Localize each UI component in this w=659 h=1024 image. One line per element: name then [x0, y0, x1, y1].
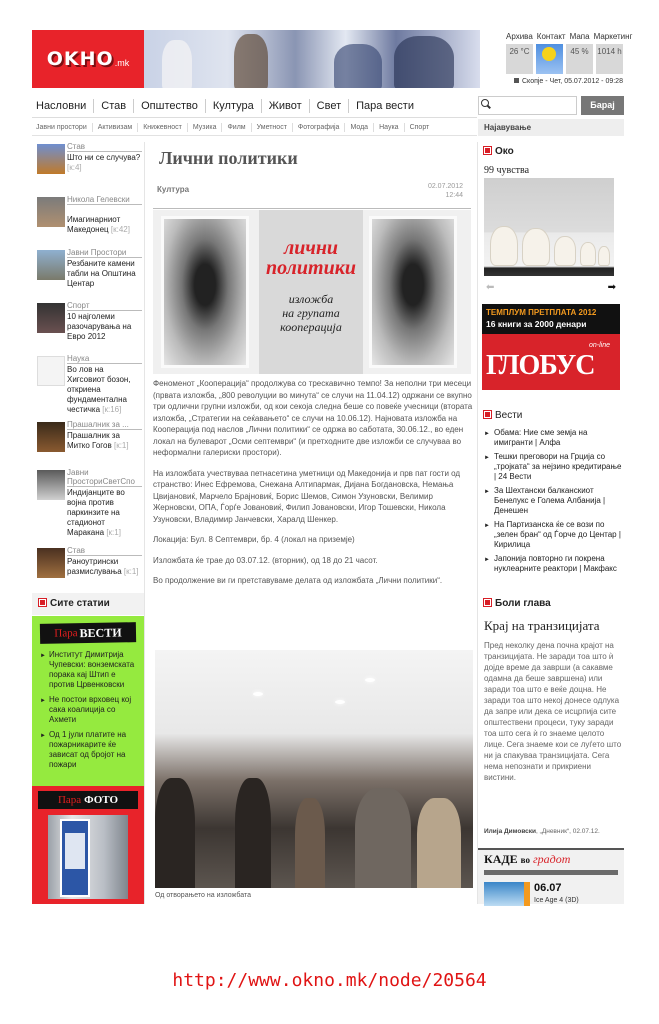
list-item[interactable] [32, 546, 144, 595]
nav-item-culture[interactable]: Култура [206, 99, 262, 113]
para-foto-box[interactable] [32, 786, 144, 904]
nav-item-life[interactable]: Живот [262, 99, 310, 113]
poster-right-panel [369, 216, 457, 368]
boli-glava-text: Пред неколку дена почна крајот на транзицијата. Не заради тоа што ѝ дојде време да заврши (а сакавме одамна да беше завршена) или заради тоа што е веќе доцна. Не заради тоа што некој донесе одлука да запре или дека се исцрпија сите општествени процеси, туку заради тоа што сега ѝ го знаеме целото лице. Сега знаеме кои се луѓето што ни ја спакуваа транзицијата. Сега нема непознати и прикриени вистини. [484, 641, 622, 782]
subnav-item[interactable]: Фотографија [293, 123, 346, 132]
subnav-item[interactable]: Уметност [252, 123, 293, 132]
list-item[interactable] [32, 301, 144, 350]
list-item[interactable] [32, 142, 144, 191]
red-square-icon [484, 411, 491, 418]
author-name: Илија Димовски [484, 828, 537, 835]
poster-center-panel [259, 210, 363, 374]
page-url: http://www.okno.mk/node/20564 [172, 970, 487, 991]
event-title[interactable]: Ice Age 4 (3D) [534, 897, 579, 904]
poster-text: на групата [282, 306, 340, 320]
teaser-title[interactable] [67, 557, 143, 577]
globus-ad[interactable] [482, 334, 620, 390]
logo-suffix: .mk [114, 58, 130, 68]
weather-widget [506, 44, 623, 74]
logo-text: OKHO [46, 48, 114, 70]
boli-glava-heading-label: Боли глава [495, 598, 551, 609]
boli-glava-heading [478, 598, 551, 609]
teaser-title-text[interactable]: Раноутрински размислувања [67, 557, 122, 576]
para-foto-logo-a: Пара [57, 794, 82, 806]
arrow-right-icon[interactable]: ➡ [607, 282, 616, 293]
search-button[interactable]: Барај [581, 96, 624, 115]
teaser-thumbnail[interactable] [37, 470, 65, 500]
templum-ad[interactable] [482, 304, 620, 334]
list-item[interactable]: ► Тешки преговори на Грција со „тројката“ за нејзино кредитирање | 24 Вести [484, 452, 624, 482]
list-item[interactable]: ► Институт Димитрија Чупевски: вонземската порака кај Штип е против Црвенковски [40, 650, 140, 690]
teaser-title[interactable] [67, 259, 143, 289]
red-square-icon [39, 599, 46, 606]
author-source: , „Дневник“, 02.07.12. [536, 828, 600, 835]
poster-text: изложба [288, 292, 334, 306]
list-item[interactable] [32, 468, 144, 542]
teaser-title[interactable] [67, 365, 143, 415]
article-paragraph: Локација: Бул. 8 Септември, бр. 4 (локал на приземје) [153, 535, 355, 544]
teaser-category[interactable]: Никола Гелевски [67, 195, 142, 205]
teaser-title[interactable] [67, 488, 143, 538]
nav-item-society[interactable]: Општество [134, 99, 206, 113]
arrow-left-icon[interactable]: ⬅ [486, 282, 495, 293]
toplink-marketing[interactable]: Маркетинг [593, 32, 633, 41]
top-links [506, 32, 632, 41]
teaser-category[interactable]: Наука [67, 354, 142, 364]
list-item[interactable] [32, 420, 144, 464]
subnav-item[interactable]: Музика [188, 123, 223, 132]
para-vesti-box [32, 616, 144, 786]
comment-count: [к:1] [123, 567, 139, 576]
para-foto-logo [38, 791, 138, 809]
page-title: Лични политики [159, 148, 298, 168]
subnav-item[interactable]: Активизам [93, 123, 138, 132]
para-foto-image[interactable] [48, 815, 128, 899]
login-link[interactable]: Најавување [478, 119, 624, 136]
teaser-thumbnail[interactable] [37, 303, 65, 333]
toplink-archive[interactable]: Архива [506, 32, 533, 41]
boli-glava-signature [484, 828, 600, 835]
teaser-title[interactable] [67, 153, 143, 173]
teaser-thumbnail[interactable] [37, 356, 65, 386]
list-item[interactable]: ► На Партизанска ќе се вози по „зелен бран“ од Ѓорче до Центар | Кирилица [484, 520, 624, 550]
vesti-heading [478, 410, 522, 421]
teaser-category[interactable]: Став [67, 546, 142, 556]
subnav-item[interactable]: Книжевност [138, 123, 188, 132]
para-vesti-logo-b: ВЕСТИ [79, 624, 122, 640]
photo-caption: Од отворањето на изложбата [155, 892, 251, 899]
weather-temperature: 26 °C [506, 44, 533, 74]
poster-text: политики [266, 257, 356, 279]
para-vesti-logo-a: Пара [54, 627, 78, 640]
red-square-icon [484, 599, 491, 606]
teaser-category[interactable]: Став [67, 142, 142, 152]
article-time-value: 12:44 [445, 192, 463, 199]
teaser-title-text[interactable]: Во лов на Хигсовиот бозон, откриена фундаментална честичка [67, 365, 131, 414]
weather-pressure: 1014 h [596, 44, 623, 74]
comment-count: [к:1] [113, 441, 129, 450]
article-category[interactable]: Култура [157, 185, 190, 194]
nav-item-para-vesti[interactable]: Пара вести [356, 99, 414, 112]
toplink-map[interactable]: Мапа [569, 32, 590, 41]
list-item[interactable]: ► Од 1 јули платите на пожарникарите ќе зависат од бројот на пожари [40, 730, 140, 770]
article-paragraph: На изложбата учествуваа петнасетина уметници од Македонија и прв пат гости од странство: Инес Ефремова, Снежана Алтипармак, Дијана Богдановска, Немања Цвијановиќ, Марчело Брајновиќ, Борис Шемов, Симон Узуновски, Велимир Жерновски, ОПА, Ѓорѓе Јовановиќ, Филип Јовановски, Игор Тошевски, Никола Узуновски, Владимир Јанчевски, Харалд Шенкер. [153, 468, 461, 524]
teaser-title-text[interactable]: Прашалник за Митко Гогов [67, 431, 120, 450]
article-paragraph: Изложбата ќе трае до 03.07.12. (вторник), од 18 до 21 часот. [153, 555, 378, 565]
article-date-value: 02.07.2012 [427, 183, 463, 190]
teaser-thumbnail[interactable] [37, 422, 65, 452]
teaser-title-text[interactable]: Имагинарниот Македонец [67, 215, 121, 234]
event-tab [524, 882, 530, 906]
boli-glava-title[interactable]: Крај на транзицијата [484, 618, 600, 633]
all-articles-label[interactable]: Сите статии [50, 598, 110, 609]
teaser-title-text[interactable]: Индијанците во војна против паркинзите на стадионот Маракана [67, 488, 125, 537]
header-banner [144, 30, 480, 88]
article [144, 142, 478, 904]
teaser-title[interactable] [67, 312, 143, 342]
list-item[interactable] [32, 354, 144, 416]
article-body [153, 378, 475, 596]
exhibition-opening-photo [155, 650, 473, 888]
location-datetime: Скопје - Чет, 05.07.2012 - 09:28 [514, 78, 623, 85]
templum-ad-line2: 16 книги за 2000 денари [486, 319, 587, 329]
oko-heading-label: Око [495, 146, 514, 157]
comment-count: [к:16] [102, 405, 122, 414]
list-item[interactable] [32, 195, 144, 244]
list-item[interactable]: ► Обама: Ние сме земја на имигранти | Алфа [484, 428, 624, 448]
event-thumbnail[interactable] [484, 882, 524, 906]
teaser-title-text[interactable]: 10 најголеми разочарувања на Евро 2012 [67, 312, 132, 341]
teaser-title[interactable] [67, 431, 143, 451]
kade-vo-gradot-widget[interactable] [478, 848, 624, 904]
poster-text: кооперација [280, 320, 342, 334]
globus-logo-text: ГЛОБУС [486, 350, 595, 381]
list-item[interactable] [32, 248, 144, 297]
subnav-item[interactable]: Филм [222, 123, 251, 132]
teaser-category[interactable]: Спорт [67, 301, 142, 311]
toplink-contact[interactable]: Контакт [536, 32, 566, 41]
para-foto-logo-b: ФОТО [84, 794, 119, 806]
nav-item-stav[interactable]: Став [94, 99, 134, 113]
nav-item-world[interactable]: Свет [310, 99, 349, 113]
divider [153, 208, 471, 209]
road-sign-image [60, 819, 90, 897]
para-vesti-list [32, 643, 144, 770]
comment-count: [к:42] [110, 225, 130, 234]
all-articles-link[interactable] [32, 593, 144, 615]
kade-title-b: во [520, 855, 530, 865]
main-nav [32, 94, 477, 118]
comment-count: [к:4] [67, 163, 82, 172]
list-item[interactable]: ► Не постои врховец кој сака коалиција со Ахмети [40, 695, 140, 725]
teaser-thumbnail[interactable] [37, 548, 65, 578]
oko-title[interactable]: 99 чувства [484, 165, 530, 176]
article-date [428, 182, 463, 200]
kade-title-c: градот [532, 852, 571, 866]
kade-title [484, 852, 570, 867]
page [32, 30, 633, 904]
para-vesti-logo[interactable] [40, 622, 136, 644]
weather-humidity: 45 % [566, 44, 593, 74]
teaser-thumbnail[interactable] [37, 144, 65, 174]
red-square-icon [484, 147, 491, 154]
subnav-item[interactable]: Наука [374, 123, 404, 132]
teaser-title-text[interactable]: Што ни се случува? [67, 153, 141, 162]
subnav-item[interactable]: Јавни простори [32, 123, 93, 132]
comment-count: [к:1] [106, 528, 121, 537]
article-paragraph: Феноменот „Кооперација“ продолжува со трескавично темпо! За неполни три месеци (првата изложба, „800 револуции во минута“ се случи на 11.04.12) одржани се вкупно три одлични групни изложби, од кои секоја следна беше со повеќе учесници (втората изложба, „Стратегии на сеќавањето“ се случи на 10.06.12). Најновата изложба на Кооперација под наслов „Лични политики“ се одржа во саботата, 30.06.12., во еден локал на булеварот „Осми септември“ (и претходните две изложби се случуваа во неформални галериски простори). [153, 379, 473, 457]
subnav-item[interactable]: Спорт [409, 123, 430, 131]
nav-item-home[interactable]: Насловни [32, 99, 94, 113]
kade-bar [484, 870, 618, 875]
article-paragraph: Во продолжение ви ги претставуваме делата од изложбата „Лични политики“. [153, 576, 443, 585]
subnav-item[interactable]: Мода [345, 123, 374, 132]
vesti-heading-label: Вести [495, 410, 523, 421]
teaser-category[interactable]: Јавни Простори [67, 248, 142, 258]
exhibition-poster-image [153, 210, 471, 374]
teaser-title-text[interactable]: Резбаните камени табли на Општина Центар [67, 259, 136, 288]
teaser-category[interactable]: Јавни ПросториСветСпо [67, 468, 142, 487]
kade-title-a: КАДЕ [484, 852, 518, 866]
globus-online-label: on-line [588, 342, 610, 349]
templum-ad-line1: ТЕМПЛУМ ПРЕТПЛАТА 2012 [486, 308, 597, 317]
left-sidebar [32, 142, 144, 599]
oko-image[interactable] [484, 178, 614, 276]
poster-text: лични [283, 237, 339, 259]
teaser-title[interactable] [67, 215, 143, 235]
teaser-category[interactable]: Прашалник за ... [67, 420, 142, 430]
sub-nav [32, 119, 477, 136]
header [32, 30, 633, 90]
list-item[interactable]: ► Јапонија повторно ги покрена нуклеарните реактори | Макфакс [484, 554, 624, 574]
list-item[interactable]: ► За Шехтански балканскиот Бенелукс е Голема Албанија | Денешен [484, 486, 624, 516]
sun-icon [536, 44, 563, 74]
vesti-list [484, 428, 624, 578]
search-input[interactable] [478, 96, 577, 115]
oko-heading [478, 146, 514, 157]
teaser-thumbnail[interactable] [37, 197, 65, 227]
search-icon [481, 99, 489, 107]
poster-left-panel [161, 216, 249, 368]
event-date: 06.07 [534, 882, 562, 894]
teaser-thumbnail[interactable] [37, 250, 65, 280]
logo[interactable] [32, 30, 144, 88]
